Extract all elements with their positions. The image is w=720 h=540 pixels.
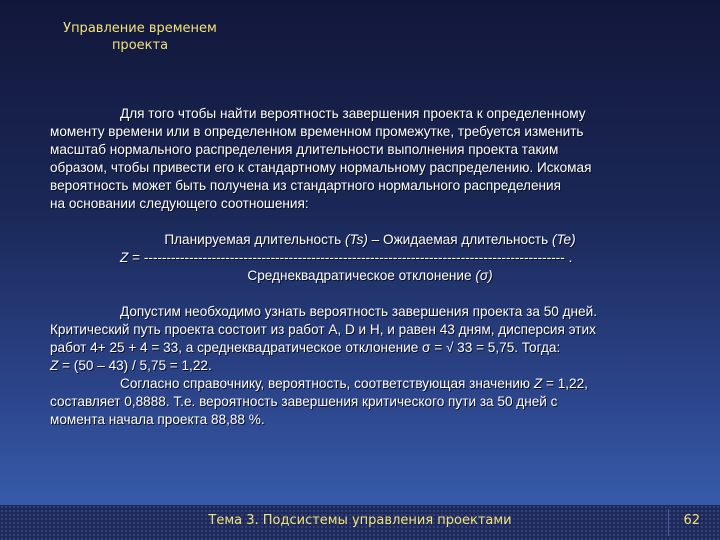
text-line: моменту времени или в определенном временном промежутке, требуется изменить	[50, 124, 584, 139]
z-formula	[50, 231, 690, 285]
text-line: момента начала проекта 88,88 %.	[50, 412, 265, 427]
text-line: на основании следующего соотношения:	[50, 196, 309, 211]
text-line: образом, чтобы привести его к стандартному нормальному распределению. Искомая	[50, 160, 592, 175]
text-line: Для того чтобы найти вероятность завершения проекта к определенному	[120, 106, 586, 121]
footer-divider	[668, 509, 669, 536]
slide-title-line-2: проекта	[111, 38, 169, 53]
slide-title	[50, 20, 230, 54]
formula-numerator: Планируемая длительность (Ts) – Ожидаемая длительность (Te)	[164, 232, 576, 247]
formula-denominator: Среднеквадратическое отклонение (σ)	[247, 268, 493, 283]
text-line: Критический путь проекта состоит из работ А, D и Н, и равен 43 дням, дисперсия этих	[50, 322, 596, 337]
text-line: вероятность может быть получена из стандартного нормального распределения	[50, 178, 562, 193]
text-line: Допустим необходимо узнать вероятность завершения проекта за 50 дней.	[120, 304, 597, 319]
page-number: 62	[683, 513, 700, 528]
paragraph-example: Допустим необходимо узнать вероятность завершения проекта за 50 дней. Критический путь проекта состоит из работ А, D и Н, и равен 43 дням, дисперсия этих работ 4+ 25 + 4 = 33, а среднеквадратическое отклонение σ = √ 33 = 5,75. Тогда: Z = (50 – 43) / 5,75 = 1,22. Согласно справочнику, вероятность, соответствующая значению Z = 1,22, составляет 0,8888. Т.е. вероятность завершения критического пути за 50 дней с момента начала проекта 88,88 %.	[50, 303, 690, 429]
footer-topic: Тема 3. Подсистемы управления проектами	[208, 513, 512, 528]
z-calculation: Z = (50 – 43) / 5,75 = 1,22.	[50, 358, 212, 373]
paragraph-intro	[50, 105, 690, 213]
slide-footer	[0, 505, 720, 540]
slide-body	[50, 105, 690, 429]
text-line: работ 4+ 25 + 4 = 33, а среднеквадратическое отклонение σ = √ 33 = 5,75. Тогда:	[50, 340, 561, 355]
text-line: составляет 0,8888. Т.е. вероятность завершения критического пути за 50 дней с	[50, 394, 558, 409]
text-line: масштаб нормального распределения длительности выполнения проекта таким	[50, 142, 559, 157]
formula-fraction-line: Z = --------------------------------------------------------------------------------------------- .	[120, 250, 573, 265]
slide-title-line-1: Управление временем	[63, 21, 217, 36]
